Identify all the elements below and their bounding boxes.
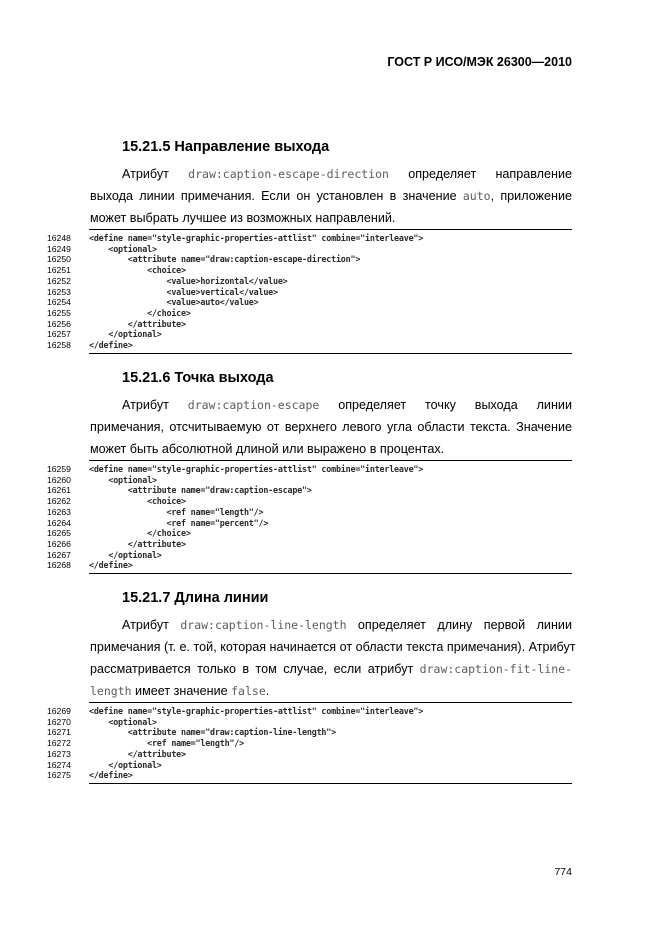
code-line xyxy=(47,276,572,287)
line-number: 16267 xyxy=(47,549,71,560)
code-line xyxy=(47,560,572,571)
line-number: 16257 xyxy=(47,329,71,340)
code-text: <choice> xyxy=(89,496,186,507)
code-line xyxy=(47,319,572,330)
paragraph-text: имеет значение xyxy=(131,684,232,698)
paragraph-line xyxy=(90,207,572,229)
paragraph-text: может быть абсолютной длиной или выражено в процентах. xyxy=(90,442,445,456)
paragraph-text: определяет длину первой линии xyxy=(346,618,572,632)
section-paragraph xyxy=(90,163,572,229)
line-number: 16252 xyxy=(47,275,71,286)
section-paragraph xyxy=(90,614,576,702)
code-text: <value>vertical</value> xyxy=(89,286,278,297)
paragraph-text: может выбрать лучшее из возможных направлений. xyxy=(90,211,396,225)
code-text: <value>horizontal</value> xyxy=(89,275,288,286)
paragraph-text: примечания (т. е. той, которая начинается от области текста примечания). Атрибут xyxy=(90,640,576,654)
code-line xyxy=(47,507,572,518)
line-number: 16271 xyxy=(47,727,71,738)
code-line xyxy=(47,550,572,561)
inline-code: draw:caption-fit-line- xyxy=(419,662,572,676)
line-number: 16274 xyxy=(47,759,71,770)
paragraph-text: определяет точку выхода линии xyxy=(319,398,572,412)
code-line xyxy=(47,297,572,308)
listing-top-rule xyxy=(89,229,572,230)
line-number: 16264 xyxy=(47,517,71,528)
section-title-15-21-5: 15.21.5 Направление выхода xyxy=(122,139,330,155)
paragraph-text: Атрибут xyxy=(122,398,188,412)
paragraph-text: Атрибут xyxy=(122,618,181,632)
inline-code: length xyxy=(90,684,132,698)
code-text: <attribute name="draw:caption-escape-direction"> xyxy=(89,254,361,265)
code-text: <optional> xyxy=(89,716,157,727)
paragraph-line xyxy=(90,658,572,680)
code-line xyxy=(47,287,572,298)
line-number: 16255 xyxy=(47,307,71,318)
code-text: </choice> xyxy=(89,528,191,539)
line-number: 16258 xyxy=(47,340,71,350)
code-text: <optional> xyxy=(89,474,157,485)
code-line xyxy=(47,233,572,244)
code-text: <define name="style-graphic-properties-attlist" combine="interleave"> xyxy=(89,464,424,474)
section-title-15-21-7: 15.21.7 Длина линии xyxy=(122,590,269,606)
line-number: 16261 xyxy=(47,485,71,496)
code-text: <optional> xyxy=(89,243,157,254)
inline-code: draw:caption-escape-direction xyxy=(188,167,389,181)
code-line xyxy=(47,265,572,276)
paragraph-text: Атрибут xyxy=(122,167,189,181)
line-number: 16270 xyxy=(47,716,71,727)
code-text: <ref name="percent"/> xyxy=(89,517,269,528)
line-number: 16254 xyxy=(47,297,71,308)
code-line xyxy=(47,738,572,749)
code-text: <ref name="length"/> xyxy=(89,506,264,517)
line-number: 16260 xyxy=(47,474,71,485)
paragraph-text: . xyxy=(265,684,270,698)
paragraph-line xyxy=(90,185,572,207)
listing-bottom-rule xyxy=(89,783,572,784)
line-number: 16265 xyxy=(47,528,71,539)
paragraph-line xyxy=(90,614,572,636)
section-title-15-21-6: 15.21.6 Точка выхода xyxy=(122,370,274,386)
paragraph-line xyxy=(90,636,576,658)
listing-bottom-rule xyxy=(89,573,572,574)
line-number: 16251 xyxy=(47,265,71,276)
inline-code: draw:caption-line-length xyxy=(180,618,347,632)
code-text: <define name="style-graphic-properties-attlist" combine="interleave"> xyxy=(89,233,424,243)
section-paragraph xyxy=(90,394,572,460)
page-number: 774 xyxy=(554,866,572,878)
line-number: 16266 xyxy=(47,538,71,549)
line-number: 16269 xyxy=(47,706,71,716)
code-text: </attribute> xyxy=(89,748,186,759)
code-line xyxy=(47,244,572,255)
listing-top-rule xyxy=(89,702,572,703)
paragraph-line xyxy=(90,438,572,460)
code-line xyxy=(47,329,572,340)
code-line xyxy=(47,464,572,475)
line-number: 16259 xyxy=(47,464,71,474)
code-line xyxy=(47,727,572,738)
paragraph-text: , приложение xyxy=(490,189,572,203)
paragraph-line xyxy=(90,680,572,702)
code-line xyxy=(47,706,572,717)
paragraph-line xyxy=(90,416,572,438)
inline-code: false xyxy=(231,684,266,698)
paragraph-text: примечания, отсчитываемую от верхнего левого угла области текста. Значение xyxy=(90,420,572,434)
inline-code: draw:caption-escape xyxy=(187,398,320,412)
line-number: 16253 xyxy=(47,286,71,297)
line-number: 16249 xyxy=(47,243,71,254)
paragraph-line xyxy=(90,163,572,185)
code-text: <choice> xyxy=(89,265,186,276)
code-line xyxy=(47,485,572,496)
code-line xyxy=(47,518,572,529)
code-text: </optional> xyxy=(89,549,162,560)
line-number: 16256 xyxy=(47,318,71,329)
code-line xyxy=(47,749,572,760)
code-text: <define name="style-graphic-properties-attlist" combine="interleave"> xyxy=(89,706,424,716)
code-text: </define> xyxy=(89,770,133,781)
code-text: </choice> xyxy=(89,307,191,318)
paragraph-text: определяет направление xyxy=(388,167,572,181)
inline-code: auto xyxy=(462,189,491,203)
code-line xyxy=(47,770,572,781)
document-header: ГОСТ Р ИСО/МЭК 26300—2010 xyxy=(387,55,572,69)
paragraph-text: рассматривается только в том случае, если атрибут xyxy=(90,662,420,676)
code-text: </attribute> xyxy=(89,318,186,329)
line-number: 16263 xyxy=(47,506,71,517)
line-number: 16262 xyxy=(47,496,71,507)
code-line xyxy=(47,528,572,539)
line-number: 16273 xyxy=(47,748,71,759)
code-line xyxy=(47,340,572,351)
code-text: <ref name="length"/> xyxy=(89,738,244,749)
code-text: </optional> xyxy=(89,329,162,340)
line-number: 16250 xyxy=(47,254,71,265)
code-text: </optional> xyxy=(89,759,162,770)
code-line xyxy=(47,475,572,486)
code-line xyxy=(47,254,572,265)
code-line xyxy=(47,717,572,728)
line-number: 16272 xyxy=(47,738,71,749)
listing-bottom-rule xyxy=(89,353,572,354)
code-text: </define> xyxy=(89,340,133,350)
code-line xyxy=(47,308,572,319)
paragraph-line xyxy=(90,394,572,416)
line-number: 16248 xyxy=(47,233,71,243)
code-line xyxy=(47,496,572,507)
code-text: <value>auto</value> xyxy=(89,297,259,308)
code-text: <attribute name="draw:caption-line-length"> xyxy=(89,727,336,738)
paragraph-text: выхода линии примечания. Если он установлен в значение xyxy=(90,189,463,203)
line-number: 16275 xyxy=(47,770,71,781)
code-text: <attribute name="draw:caption-escape"> xyxy=(89,485,312,496)
code-text: </attribute> xyxy=(89,538,186,549)
listing-top-rule xyxy=(89,460,572,461)
code-line xyxy=(47,539,572,550)
line-number: 16268 xyxy=(47,560,71,571)
code-line xyxy=(47,760,572,771)
code-text: </define> xyxy=(89,560,133,571)
